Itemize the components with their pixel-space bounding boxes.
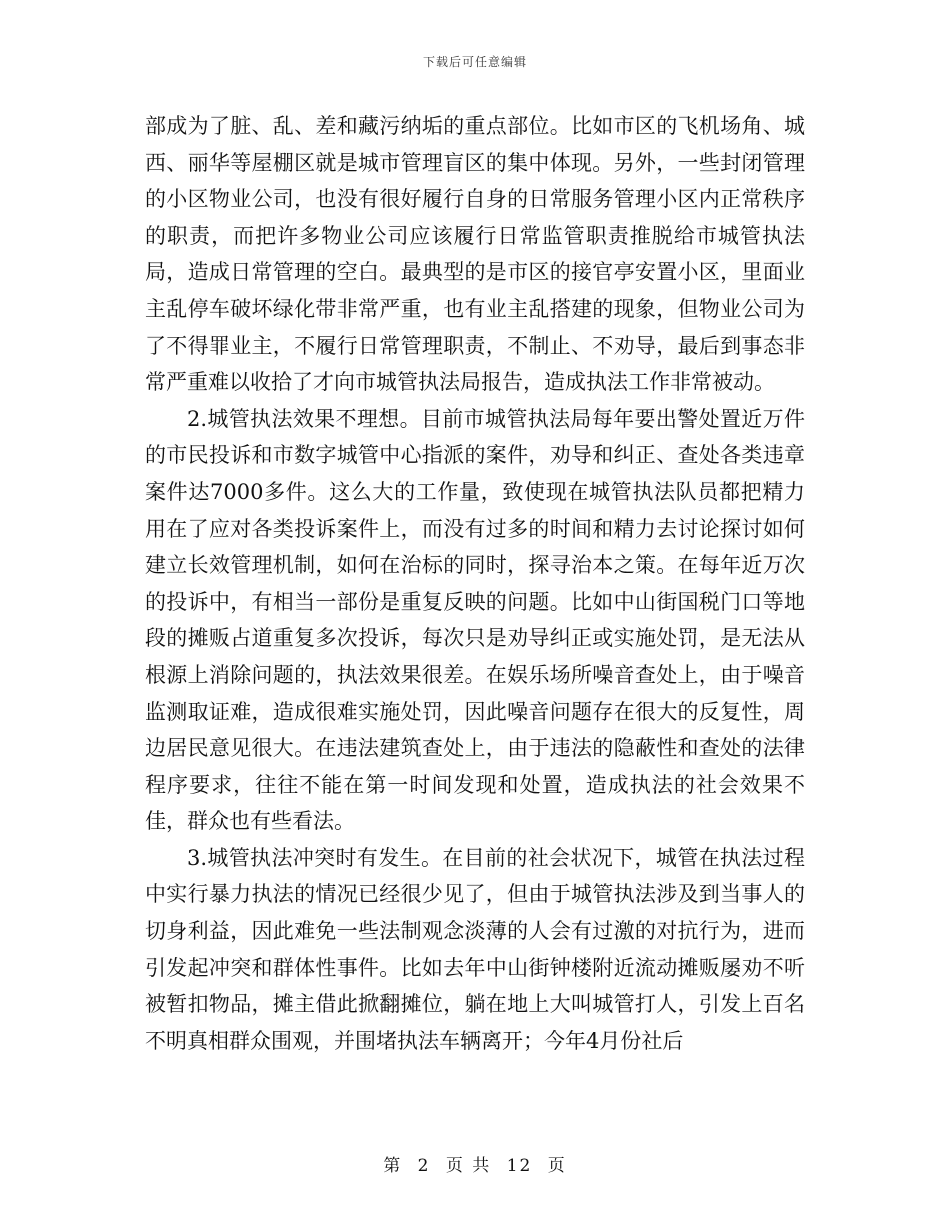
- paragraph-item-3: 3.城管执法冲突时有发生。在目前的社会状况下，城管在执法过程中实行暴力执法的情况已经很少见了，但由于城管执法涉及到当事人的切身利益，因此难免一些法制观念淡薄的人会有过激的对抗行为，进而引发起冲突和群体性事件。比如去年中山街钟楼附近流动摊贩屡劝不听被暂扣物品，摊主借此掀翻摊位，躺在地上大叫城管打人，引发上百名不明真相群众围观，并围堵执法车辆离开；今年4月份社后: [145, 845, 805, 1053]
- footer-mid: 页 共: [445, 1156, 492, 1176]
- paragraph-continued: 部成为了脏、乱、差和藏污纳垢的重点部位。比如市区的飞机场角、城西、丽华等屋棚区就是城市管理盲区的集中体现。另外，一些封闭管理的小区物业公司，也没有很好履行自身的日常服务管理小区内正常秩序的职责，而把许多物业公司应该履行日常监管职责推脱给市城管执法局，造成日常管理的空白。最典型的是市区的接官亭安置小区，里面业主乱停车破坏绿化带非常严重，也有业主乱搭建的现象，但物业公司为了不得罪业主，不履行日常管理职责，不制止、不劝导，最后到事态非常严重难以收拾了才向市城管执法局报告，造成执法工作非常被动。: [145, 114, 805, 395]
- header-note: 下载后可任意编辑: [422, 55, 527, 69]
- page-footer: [0, 1151, 950, 1176]
- footer-total-pages: 12: [506, 1156, 533, 1176]
- footer-prefix: 第: [383, 1156, 403, 1176]
- footer-current-page: 2: [417, 1156, 431, 1176]
- paragraph-item-2: 2.城管执法效果不理想。目前市城管执法局每年要出警处置近万件的市民投诉和市数字城管中心指派的案件，劝导和纠正、查处各类违章案件达7000多件。这么大的工作量，致使现在城管执法队员都把精力用在了应对各类投诉案件上，而没有过多的时间和精力去讨论探讨如何建立长效管理机制，如何在治标的同时，探寻治本之策。在每年近万次的投诉中，有相当一部份是重复反映的问题。比如中山街国税门口等地段的摊贩占道重复多次投诉，每次只是劝导纠正或实施处罚，是无法从根源上消除问题的，执法效果很差。在娱乐场所噪音查处上，由于噪音监测取证难，造成很难实施处罚，因此噪音问题存在很大的反复性，周边居民意见很大。在违法建筑查处上，由于违法的隐蔽性和查处的法律程序要求，往往不能在第一时间发现和处置，造成执法的社会效果不佳，群众也有些看法。: [145, 406, 805, 834]
- body-text: [145, 108, 805, 1059]
- footer-suffix: 页: [547, 1156, 567, 1176]
